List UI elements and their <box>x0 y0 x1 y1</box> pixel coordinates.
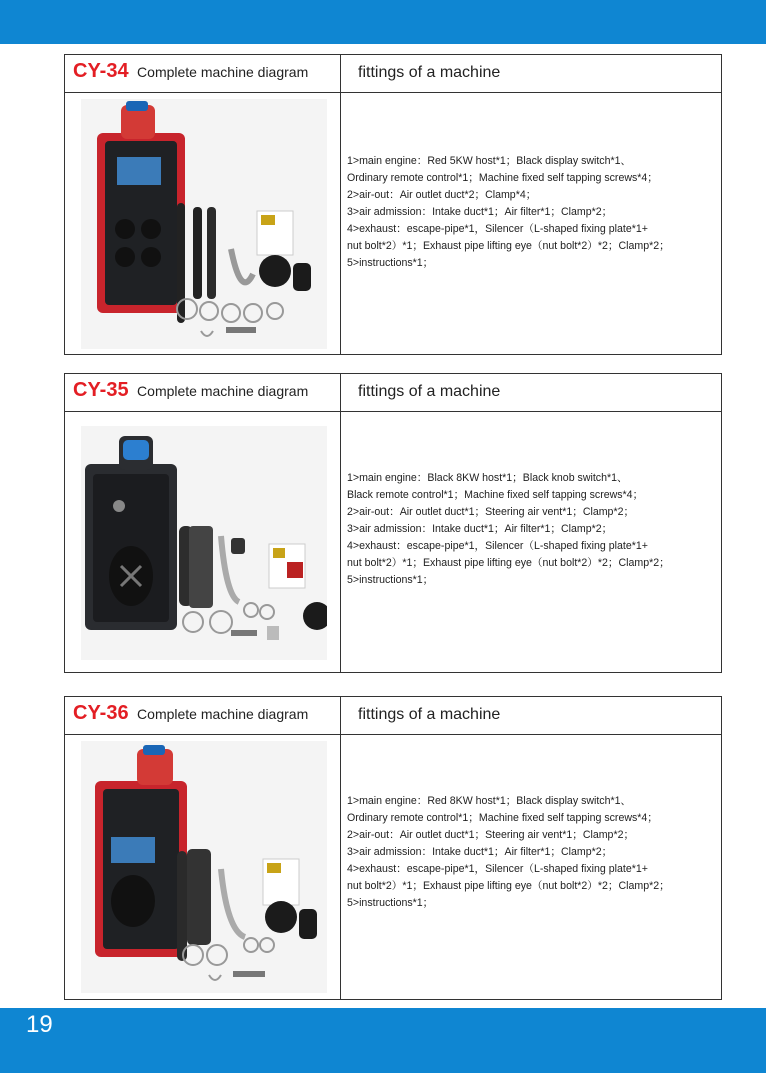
diagram-label: Complete machine diagram <box>137 64 309 80</box>
bottom-banner <box>0 1008 766 1073</box>
fitting-line: Ordinary remote control*1；Machine fixed self tapping screws*4； <box>347 812 658 824</box>
fitting-line: 3>air admission：Intake duct*1；Air filter*1；Clamp*2； <box>347 523 613 535</box>
fitting-line: 3>air admission：Intake duct*1；Air filter*1；Clamp*2； <box>347 206 613 218</box>
fitting-line: nut bolt*2）*1；Exhaust pipe lifting eye（nut bolt*2）*2；Clamp*2； <box>347 880 670 892</box>
fitting-line: 1>main engine：Black 8KW host*1；Black knob switch*1、 <box>347 472 628 484</box>
fitting-line: 5>instructions*1； <box>347 574 434 586</box>
heater-kit-illustration <box>81 741 327 993</box>
diagram-label: Complete machine diagram <box>137 706 309 722</box>
fittings-list <box>347 793 717 912</box>
fitting-line: 5>instructions*1； <box>347 897 434 909</box>
fitting-line: 2>air-out：Air outlet duct*1；Steering air vent*1；Clamp*2； <box>347 829 635 841</box>
product-photo <box>81 741 327 993</box>
display-panel <box>111 837 155 863</box>
fitting-line: 5>instructions*1； <box>347 257 434 269</box>
fitting-line: Ordinary remote control*1；Machine fixed self tapping screws*4； <box>347 172 658 184</box>
product-photo <box>81 426 327 660</box>
model-code: CY-36 <box>73 702 129 724</box>
fittings-heading: fittings of a machine <box>358 383 501 400</box>
silencer <box>299 909 317 939</box>
fitting-line: 1>main engine：Red 5KW host*1；Black display switch*1、 <box>347 155 632 167</box>
product-section-cy35 <box>64 373 722 673</box>
screws <box>231 630 257 636</box>
fittings-list <box>347 153 717 272</box>
product-section-cy34 <box>64 54 722 355</box>
column-divider <box>340 697 341 999</box>
heater-kit-illustration <box>81 99 327 349</box>
fitting-line: 1>main engine：Red 8KW host*1；Black display switch*1、 <box>347 795 632 807</box>
section-header <box>65 55 721 93</box>
section-header <box>65 697 721 735</box>
model-code: CY-35 <box>73 379 129 401</box>
screws <box>233 971 265 977</box>
air-vent <box>265 901 297 933</box>
page-number: 19 <box>26 1011 53 1038</box>
air-vent <box>259 255 291 287</box>
knob-switch <box>113 500 125 512</box>
fitting-line: 4>exhaust：escape-pipe*1，Silencer（L-shaped fixing plate*1+ <box>347 540 648 552</box>
fitting-line: 4>exhaust：escape-pipe*1，Silencer（L-shaped fixing plate*1+ <box>347 863 648 875</box>
product-photo <box>81 99 327 349</box>
model-code: CY-34 <box>73 60 129 82</box>
fitting-line: Black remote control*1；Machine fixed self tapping screws*4； <box>347 489 644 501</box>
fitting-line: 2>air-out：Air outlet duct*2；Clamp*4； <box>347 189 537 201</box>
fittings-heading: fittings of a machine <box>358 64 501 81</box>
heater-kit-illustration <box>81 426 327 660</box>
fitting-line: 3>air admission：Intake duct*1；Air filter*1；Clamp*2； <box>347 846 613 858</box>
diagram-label: Complete machine diagram <box>137 383 309 399</box>
display-panel <box>117 157 161 185</box>
section-header <box>65 374 721 412</box>
column-divider <box>340 55 341 354</box>
column-divider <box>340 374 341 672</box>
fitting-line: nut bolt*2）*1；Exhaust pipe lifting eye（nut bolt*2）*2；Clamp*2； <box>347 240 670 252</box>
fitting-line: 4>exhaust：escape-pipe*1，Silencer（L-shaped fixing plate*1+ <box>347 223 648 235</box>
top-banner <box>0 0 766 44</box>
product-section-cy36 <box>64 696 722 1000</box>
silencer <box>293 263 311 291</box>
intake-duct <box>177 851 187 961</box>
fittings-list <box>347 470 717 589</box>
fitting-line: nut bolt*2）*1；Exhaust pipe lifting eye（nut bolt*2）*2；Clamp*2； <box>347 557 670 569</box>
fittings-heading: fittings of a machine <box>358 706 501 723</box>
fitting-line: 2>air-out：Air outlet duct*1；Steering air vent*1；Clamp*2； <box>347 506 635 518</box>
screws <box>226 327 256 333</box>
